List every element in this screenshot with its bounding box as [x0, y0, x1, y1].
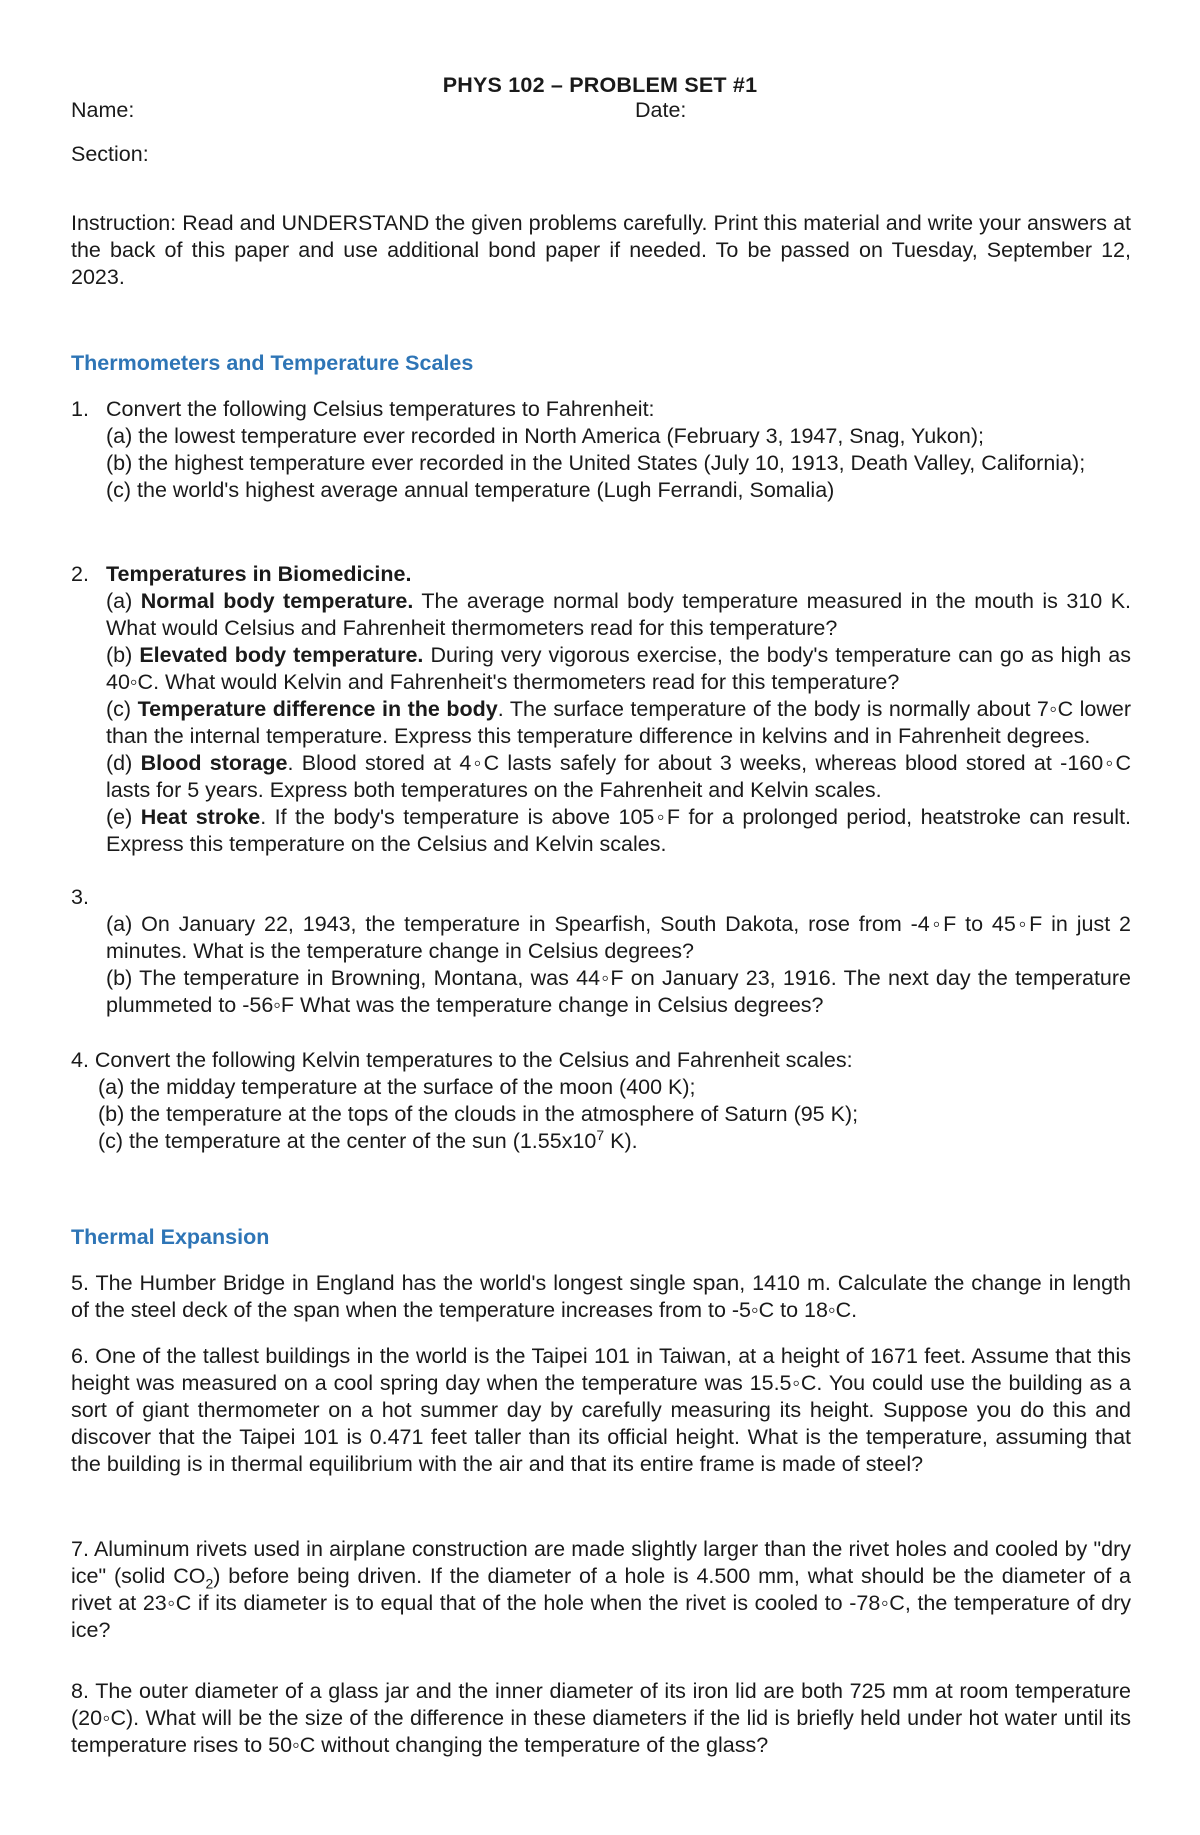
problem-2-b: (b) Elevated body temperature. During very vigorous exercise, the body's temperature can go as high as 40◦C. What would Kelvin and Fahrenheit's thermometers read for this temperature? — [106, 643, 1132, 694]
problem-3-number: 3. — [71, 885, 89, 909]
problem-2-d: (d) Blood storage. Blood stored at 4◦C lasts safely for about 3 weeks, whereas blood stored at -160◦C lasts for 5 years. Express both temperatures on the Fahrenheit and Kelvin scales. — [106, 751, 1132, 802]
problem-8: 8. The outer diameter of a glass jar and the inner diameter of its iron lid are both 725 mm at room temperature (20◦C). What will be the size of the difference in these diameters if the lid is briefly held under hot water until its temperature rises to 50◦C without changing the temperature of the glass? — [71, 1679, 1131, 1757]
problem-7: 7. Aluminum rivets used in airplane construction are made slightly larger than the rivet holes and cooled by "dry ice" (solid $CO_2$) before being driven. If the diameter of a hole is 4.500 mm, what should be the diameter of a rivet at 23◦C if its diameter is to equal that of the hole when the rivet is cooled to -78◦C, the temperature of dry ice? — [71, 1537, 1131, 1642]
problem-2 — [106, 561, 1131, 858]
problem-1-number: 1. — [71, 397, 89, 421]
problem-2-a: (a) Normal body temperature. The average normal body temperature measured in the mouth is 310 K. What would Celsius and Fahrenheit thermometers read for this temperature? — [106, 589, 1132, 640]
problem-5: 5. The Humber Bridge in England has the world's longest single span, 1410 m. Calculate the change in length of the steel deck of the span when the temperature increases from to -5◦C to 18◦C. — [71, 1271, 1131, 1322]
problem-1-c: (c) the world's highest average annual temperature (Lugh Ferrandi, Somalia) — [106, 478, 835, 502]
problem-4-c: (c) the temperature at the center of the sun ($1.55x10^7$ K). — [98, 1126, 638, 1153]
name-label: Name: — [71, 98, 135, 122]
problem-2-e: (e) Heat stroke. If the body's temperature is above 105◦F for a prolonged period, heatstroke can result. Express this temperature on the Celsius and Kelvin scales. — [106, 805, 1132, 856]
problem-3-a: (a) On January 22, 1943, the temperature in Spearfish, South Dakota, rose from -4◦F to 45◦F in just 2 minutes. What is the temperature change in Celsius degrees? — [106, 912, 1131, 963]
problem-1-stem: Convert the following Celsius temperatures to Fahrenheit: — [106, 397, 655, 421]
instruction-text: Instruction: Read and UNDERSTAND the given problems carefully. Print this material and write your answers at the back of this paper and use additional bond paper if needed. To be passed on Tuesday, September 12, 2023. — [71, 211, 1131, 289]
problem-3 — [106, 911, 1131, 1019]
page-title: PHYS 102 – PROBLEM SET #1 — [442, 73, 758, 97]
problem-4-stem: 4. Convert the following Kelvin temperatures to the Celsius and Fahrenheit scales: — [71, 1048, 853, 1072]
section-label: Section: — [71, 142, 149, 166]
section-heading-thermal-expansion: Thermal Expansion — [71, 1225, 270, 1249]
problem-4 — [98, 1074, 1131, 1155]
problem-2-title: Temperatures in Biomedicine. — [106, 562, 412, 586]
problem-1-b: (b) the highest temperature ever recorded in the United States (July 10, 1913, Death Valley, California); — [106, 451, 1086, 475]
problem-2-number: 2. — [71, 562, 89, 586]
section-heading-thermometers: Thermometers and Temperature Scales — [71, 351, 474, 375]
problem-4-b: (b) the temperature at the tops of the clouds in the atmosphere of Saturn (95 K); — [98, 1102, 859, 1126]
problem-2-c: (c) Temperature difference in the body. The surface temperature of the body is normally about 7◦C lower than the internal temperature. Express this temperature difference in kelvins and in Fahrenheit degrees. — [106, 697, 1131, 748]
problem-1-a: (a) the lowest temperature ever recorded in North America (February 3, 1947, Snag, Yukon); — [106, 424, 984, 448]
problem-1 — [106, 396, 1131, 504]
problem-6: 6. One of the tallest buildings in the world is the Taipei 101 in Taiwan, at a height of 1671 feet. Assume that this height was measured on a cool spring day when the temperature was 15.5◦C. You could use the building as a sort of giant thermometer on a hot summer day by carefully measuring its height. Suppose you do this and discover that the Taipei 101 is 0.471 feet taller than its official height. What is the temperature, assuming that the building is in thermal equilibrium with the air and that its entire frame is made of steel? — [71, 1344, 1131, 1476]
date-label: Date: — [635, 98, 687, 122]
problem-3-b: (b) The temperature in Browning, Montana, was 44◦F on January 23, 1916. The next day the temperature plummeted to -56◦F What was the temperature change in Celsius degrees? — [106, 966, 1131, 1017]
problem-4-a: (a) the midday temperature at the surface of the moon (400 K); — [98, 1075, 696, 1099]
